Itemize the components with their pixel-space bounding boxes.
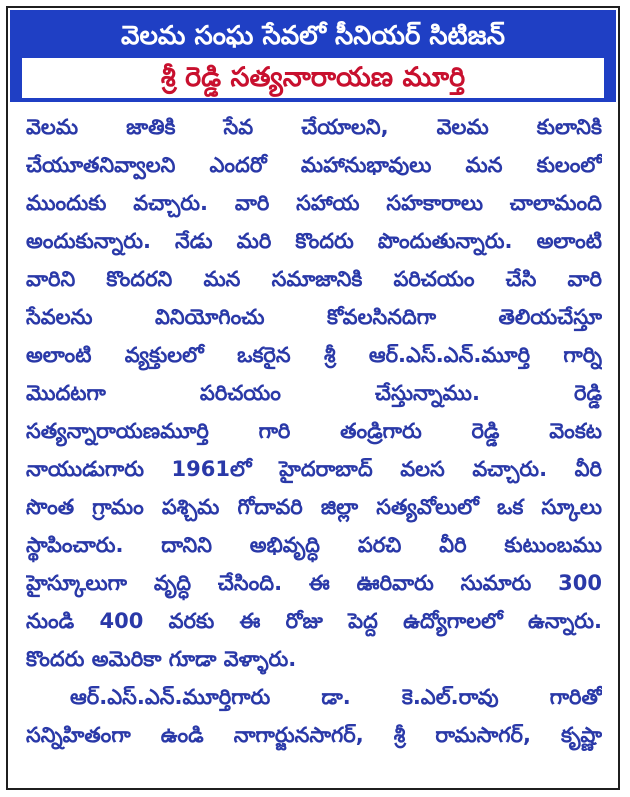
article-line: మొదటగా పరిచయం చేస్తున్నాము. రెడ్డి (26, 381, 602, 405)
header-banner (10, 10, 616, 102)
article-line: ఆర్.ఎస్.ఎన్.మూర్తిగారు డా. కె.ఎల్.రావు గారితో (70, 685, 602, 709)
article-line: సొంత గ్రామం పశ్చిమ గోదావరి జిల్లా సత్యవోలులో ఒక స్కూలు (26, 495, 602, 519)
article-line: ముందుకు వచ్చారు. వారి సహాయ సహకారాలు చాలామంది (26, 191, 602, 215)
article-frame (6, 6, 620, 790)
article-line: వారిని కొందరని మన సమాజానికి పరిచయం చేసి వారి (26, 267, 602, 291)
article-line: అందుకున్నారు. నేడు మరి కొందరు పొందుతున్నారు. అలాంటి (26, 229, 602, 253)
article-line: సేవలను వినియోగించు కోవలసినదిగా తెలియచేస్తూ (26, 305, 602, 329)
article-line: నాయుడుగారు 1961లో హైదరాబాద్ వలస వచ్చారు. వీరి (26, 457, 602, 481)
article-line: సత్యన్నారాయణమూర్తి గారి తండ్రిగారు రెడ్డి వెంకట (26, 419, 602, 443)
article-line: హైస్కూలుగా వృద్ధి చేసింది. ఈ ఊరివారు సుమారు 300 (26, 571, 602, 595)
article-line: కొందరు అమెరికా గూడా వెళ్ళారు. (26, 647, 297, 671)
article-line: అలాంటి వ్యక్తులలో ఒకరైన శ్రీ ఆర్.ఎస్.ఎన్.మూర్తి గార్ని (26, 343, 602, 367)
article-line: చేయూతనివ్వాలని ఎందరో మహానుభావులు మన కులంలో (26, 153, 602, 177)
article-line: సన్నిహితంగా ఉండి నాగార్జునసాగర్, శ్రీ రామసాగర్, కృష్ణా (26, 723, 602, 747)
header-subtitle: వెలమ సంఘ సేవలో సీనియర్ సిటిజన్ (120, 21, 505, 51)
article-line: స్థాపించారు. దానిని అభివృద్ధి పరచి వీరి కుటుంబము (26, 533, 602, 557)
article-body (26, 108, 602, 782)
article-line: నుండి 400 వరకు ఈ రోజు పెద్ద ఉద్యోగాలలో ఉన్నారు. (26, 609, 602, 633)
article-line: వెలమ జాతికి సేవ చేయాలని, వెలమ కులానికి (26, 115, 602, 139)
header-title: శ్రీ రెడ్డి సత్యనారాయణ మూర్తి (22, 58, 604, 98)
